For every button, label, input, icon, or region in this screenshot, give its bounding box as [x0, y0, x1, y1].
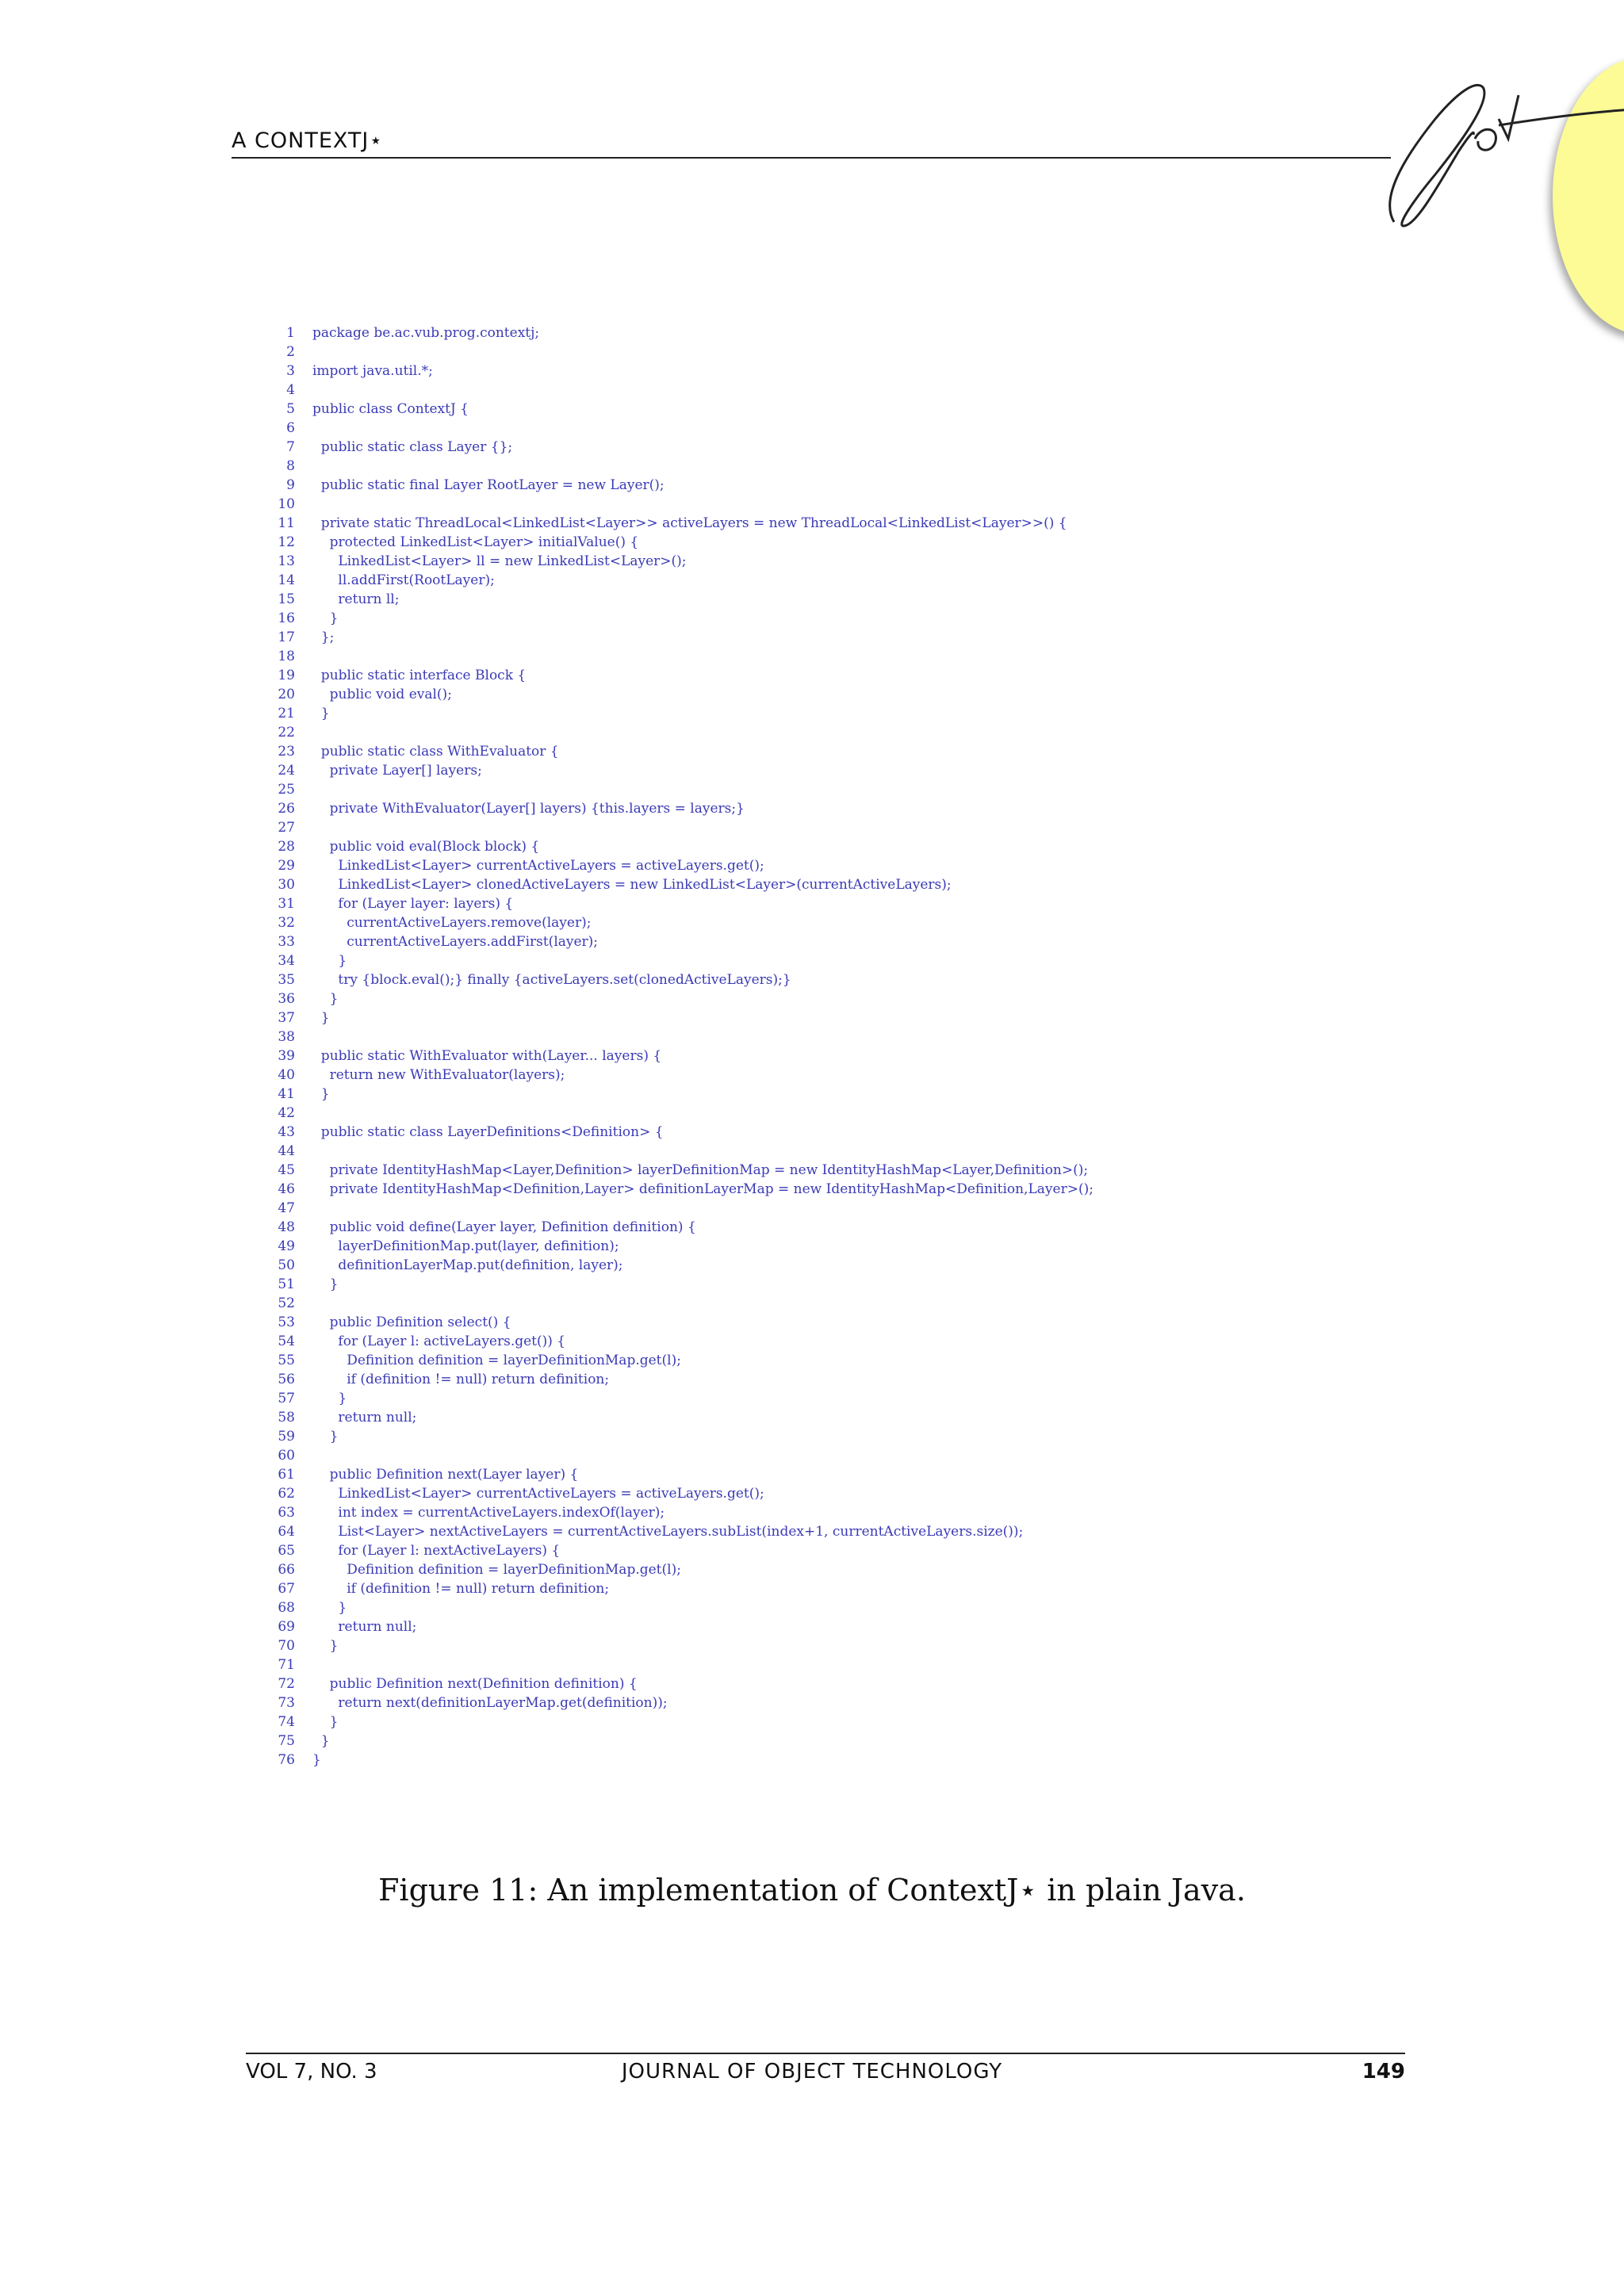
code-text: private WithEvaluator(Layer[] layers) {this.layers = layers;}	[312, 801, 745, 817]
line-number: 6	[286, 420, 295, 436]
code-text: import java.util.*;	[312, 363, 433, 379]
line-number: 67	[278, 1581, 295, 1597]
code-text: public Definition next(Definition definition) {	[312, 1676, 638, 1692]
line-number: 43	[278, 1124, 295, 1140]
code-line	[262, 1008, 1094, 1027]
code-line	[262, 666, 1094, 685]
code-text: if (definition != null) return definition;	[312, 1581, 610, 1597]
code-line	[262, 400, 1094, 419]
line-number: 4	[286, 382, 295, 398]
line-number: 75	[278, 1733, 295, 1749]
code-text: public static class LayerDefinitions<Definition> {	[312, 1124, 664, 1140]
code-text: }	[312, 1391, 347, 1406]
code-line	[262, 913, 1094, 932]
code-text: ll.addFirst(RootLayer);	[312, 572, 495, 588]
code-text: layerDefinitionMap.put(layer, definition);	[312, 1238, 619, 1254]
code-text: private IdentityHashMap<Definition,Layer> definitionLayerMap = new IdentityHashMap<Definition,Layer>();	[312, 1181, 1094, 1197]
code-text: LinkedList<Layer> ll = new LinkedList<Layer>();	[312, 553, 687, 569]
code-line	[262, 1484, 1094, 1503]
code-line	[262, 1370, 1094, 1389]
code-line	[262, 799, 1094, 818]
code-line	[262, 1313, 1094, 1332]
code-line	[262, 457, 1094, 476]
code-line	[262, 818, 1094, 837]
code-line	[262, 1522, 1094, 1541]
code-line	[262, 1636, 1094, 1655]
figure-caption: Figure 11: An implementation of ContextJ⋆ in plain Java.	[378, 1873, 1246, 1908]
code-text: protected LinkedList<Layer> initialValue() {	[312, 534, 639, 550]
line-number: 1	[286, 325, 295, 341]
code-line	[262, 1674, 1094, 1693]
code-text: LinkedList<Layer> currentActiveLayers = activeLayers.get();	[312, 858, 764, 874]
code-line	[262, 989, 1094, 1008]
line-number: 10	[278, 496, 295, 512]
code-line	[262, 1389, 1094, 1408]
line-number: 54	[278, 1334, 295, 1349]
code-text: }	[312, 1086, 330, 1102]
code-line	[262, 742, 1094, 761]
code-text: }	[312, 1638, 339, 1654]
line-number: 35	[278, 972, 295, 988]
code-line	[262, 1256, 1094, 1275]
line-number: 48	[278, 1219, 295, 1235]
line-number: 8	[286, 458, 295, 474]
code-text: List<Layer> nextActiveLayers = currentActiveLayers.subList(index+1, currentActiveLayers.size());	[312, 1524, 1024, 1540]
line-number: 30	[278, 877, 295, 893]
line-number: 32	[278, 915, 295, 931]
code-line	[262, 1294, 1094, 1313]
code-line	[262, 970, 1094, 989]
line-number: 28	[278, 839, 295, 855]
line-number: 53	[278, 1314, 295, 1330]
code-line	[262, 932, 1094, 951]
code-line	[262, 609, 1094, 628]
code-text: public static class WithEvaluator {	[312, 744, 559, 760]
code-text: private static ThreadLocal<LinkedList<Layer>> activeLayers = new ThreadLocal<LinkedList<Layer>>() {	[312, 515, 1067, 531]
line-number: 9	[286, 477, 295, 493]
line-number: 23	[278, 744, 295, 760]
line-number: 45	[278, 1162, 295, 1178]
line-number: 38	[278, 1029, 295, 1045]
code-text: try {block.eval();} finally {activeLayers.set(clonedActiveLayers);}	[312, 972, 791, 988]
line-number: 64	[278, 1524, 295, 1540]
code-line	[262, 1104, 1094, 1123]
line-number: 39	[278, 1048, 295, 1064]
code-line	[262, 1066, 1094, 1085]
code-line	[262, 723, 1094, 742]
code-line	[262, 761, 1094, 780]
line-number: 55	[278, 1353, 295, 1368]
code-line	[262, 1446, 1094, 1465]
line-number: 20	[278, 687, 295, 702]
code-text: return null;	[312, 1410, 417, 1425]
code-text: public void eval();	[312, 687, 452, 702]
code-line	[262, 1427, 1094, 1446]
line-number: 47	[278, 1200, 295, 1216]
line-number: 41	[278, 1086, 295, 1102]
code-line	[262, 837, 1094, 856]
code-text: public class ContextJ {	[312, 401, 469, 417]
code-line	[262, 1751, 1094, 1770]
code-line	[262, 1275, 1094, 1294]
line-number: 3	[286, 363, 295, 379]
code-text: for (Layer l: nextActiveLayers) {	[312, 1543, 561, 1559]
line-number: 15	[278, 591, 295, 607]
code-line	[262, 1655, 1094, 1674]
code-line	[262, 1161, 1094, 1180]
code-line	[262, 1180, 1094, 1199]
code-text: }	[312, 1429, 339, 1445]
code-text: package be.ac.vub.prog.contextj;	[312, 325, 540, 341]
line-number: 59	[278, 1429, 295, 1445]
code-line	[262, 856, 1094, 875]
page-number: 149	[1362, 2060, 1405, 2084]
code-text: public static class Layer {};	[312, 439, 513, 455]
line-number: 63	[278, 1505, 295, 1521]
code-line	[262, 1408, 1094, 1427]
code-text: for (Layer l: activeLayers.get()) {	[312, 1334, 566, 1349]
footer-volume: VOL 7, NO. 3	[246, 2060, 377, 2084]
footer-rule	[246, 2053, 1405, 2054]
line-number: 60	[278, 1448, 295, 1464]
line-number: 62	[278, 1486, 295, 1502]
line-number: 49	[278, 1238, 295, 1254]
code-line	[262, 1237, 1094, 1256]
code-line	[262, 381, 1094, 400]
code-line	[262, 1560, 1094, 1579]
line-number: 33	[278, 934, 295, 950]
code-text: currentActiveLayers.remove(layer);	[312, 915, 592, 931]
code-text: }	[312, 706, 330, 721]
code-text: int index = currentActiveLayers.indexOf(layer);	[312, 1505, 665, 1521]
code-line	[262, 342, 1094, 362]
code-text: public static final Layer RootLayer = new Layer();	[312, 477, 665, 493]
code-text: }	[312, 1276, 339, 1292]
code-text: currentActiveLayers.addFirst(layer);	[312, 934, 599, 950]
footer-journal: JOURNAL OF OBJECT TECHNOLOGY	[621, 2060, 1003, 2084]
line-number: 68	[278, 1600, 295, 1616]
code-text: };	[312, 629, 335, 645]
code-line	[262, 628, 1094, 647]
line-number: 36	[278, 991, 295, 1007]
line-number: 58	[278, 1410, 295, 1425]
line-number: 16	[278, 610, 295, 626]
line-number: 42	[278, 1105, 295, 1121]
line-number: 46	[278, 1181, 295, 1197]
code-text: return next(definitionLayerMap.get(definition));	[312, 1695, 668, 1711]
code-line	[262, 1579, 1094, 1598]
line-number: 13	[278, 553, 295, 569]
code-text: private Layer[] layers;	[312, 763, 482, 779]
code-line	[262, 1598, 1094, 1617]
code-line	[262, 438, 1094, 457]
header-rule	[232, 157, 1391, 159]
code-text: return null;	[312, 1619, 417, 1635]
line-number: 31	[278, 896, 295, 912]
code-line	[262, 1027, 1094, 1047]
code-text: Definition definition = layerDefinitionMap.get(l);	[312, 1353, 681, 1368]
code-text: }	[312, 610, 339, 626]
code-text: public void eval(Block block) {	[312, 839, 540, 855]
code-line	[262, 495, 1094, 514]
code-text: }	[312, 1714, 339, 1730]
line-number: 65	[278, 1543, 295, 1559]
line-number: 14	[278, 572, 295, 588]
line-number: 19	[278, 668, 295, 683]
line-number: 27	[278, 820, 295, 836]
line-number: 34	[278, 953, 295, 969]
code-line	[262, 1351, 1094, 1370]
line-number: 7	[286, 439, 295, 455]
line-number: 2	[286, 344, 295, 360]
code-line	[262, 1732, 1094, 1751]
line-number: 50	[278, 1257, 295, 1273]
line-number: 22	[278, 725, 295, 740]
line-number: 56	[278, 1372, 295, 1387]
code-text: if (definition != null) return definition;	[312, 1372, 610, 1387]
code-text: LinkedList<Layer> clonedActiveLayers = new LinkedList<Layer>(currentActiveLayers);	[312, 877, 952, 893]
line-number: 44	[278, 1143, 295, 1159]
code-text: definitionLayerMap.put(definition, layer);	[312, 1257, 623, 1273]
line-number: 25	[278, 782, 295, 798]
code-line	[262, 685, 1094, 704]
code-line	[262, 1218, 1094, 1237]
line-number: 40	[278, 1067, 295, 1083]
line-number: 5	[286, 401, 295, 417]
code-text: }	[312, 991, 339, 1007]
line-number: 73	[278, 1695, 295, 1711]
code-line	[262, 1712, 1094, 1732]
code-line	[262, 1332, 1094, 1351]
code-line	[262, 1541, 1094, 1560]
line-number: 76	[278, 1752, 295, 1768]
code-listing	[262, 323, 1094, 1770]
line-number: 24	[278, 763, 295, 779]
code-line	[262, 875, 1094, 894]
code-line	[262, 552, 1094, 571]
code-line	[262, 1085, 1094, 1104]
line-number: 70	[278, 1638, 295, 1654]
line-number: 17	[278, 629, 295, 645]
line-number: 51	[278, 1276, 295, 1292]
code-line	[262, 1617, 1094, 1636]
code-line	[262, 1465, 1094, 1484]
code-text: private IdentityHashMap<Layer,Definition> layerDefinitionMap = new IdentityHashMap<Layer,Definition>();	[312, 1162, 1089, 1178]
code-text: return new WithEvaluator(layers);	[312, 1067, 565, 1083]
code-text: public Definition select() {	[312, 1314, 511, 1330]
line-number: 52	[278, 1295, 295, 1311]
code-line	[262, 533, 1094, 552]
code-text: public Definition next(Layer layer) {	[312, 1467, 579, 1483]
code-text: for (Layer layer: layers) {	[312, 896, 514, 912]
line-number: 69	[278, 1619, 295, 1635]
line-number: 71	[278, 1657, 295, 1673]
code-text: return ll;	[312, 591, 400, 607]
code-text: public static interface Block {	[312, 668, 527, 683]
running-head: A CONTEXTJ⋆	[232, 128, 384, 153]
line-number: 12	[278, 534, 295, 550]
code-line	[262, 323, 1094, 342]
code-text: Definition definition = layerDefinitionMap.get(l);	[312, 1562, 681, 1578]
line-number: 66	[278, 1562, 295, 1578]
code-text: public void define(Layer layer, Definition definition) {	[312, 1219, 696, 1235]
code-line	[262, 647, 1094, 666]
code-line	[262, 1047, 1094, 1066]
code-line	[262, 1693, 1094, 1712]
code-line	[262, 951, 1094, 970]
code-text: }	[312, 953, 347, 969]
line-number: 21	[278, 706, 295, 721]
line-number: 29	[278, 858, 295, 874]
line-number: 74	[278, 1714, 295, 1730]
line-number: 72	[278, 1676, 295, 1692]
code-line	[262, 590, 1094, 609]
code-line	[262, 704, 1094, 723]
line-number: 18	[278, 649, 295, 664]
code-line	[262, 894, 1094, 913]
line-number: 57	[278, 1391, 295, 1406]
code-text: }	[312, 1600, 347, 1616]
code-line	[262, 362, 1094, 381]
line-number: 11	[278, 515, 295, 531]
code-line	[262, 419, 1094, 438]
code-text: public static WithEvaluator with(Layer... layers) {	[312, 1048, 662, 1064]
code-line	[262, 1199, 1094, 1218]
code-line	[262, 780, 1094, 799]
code-text: }	[312, 1752, 321, 1768]
code-text: }	[312, 1010, 330, 1026]
signature-logo-icon	[1380, 63, 1624, 238]
line-number: 26	[278, 801, 295, 817]
code-line	[262, 571, 1094, 590]
code-text: }	[312, 1733, 330, 1749]
code-line	[262, 1503, 1094, 1522]
code-text: LinkedList<Layer> currentActiveLayers = activeLayers.get();	[312, 1486, 764, 1502]
line-number: 37	[278, 1010, 295, 1026]
line-number: 61	[278, 1467, 295, 1483]
code-line	[262, 1142, 1094, 1161]
code-line	[262, 1123, 1094, 1142]
code-line	[262, 476, 1094, 495]
code-line	[262, 514, 1094, 533]
